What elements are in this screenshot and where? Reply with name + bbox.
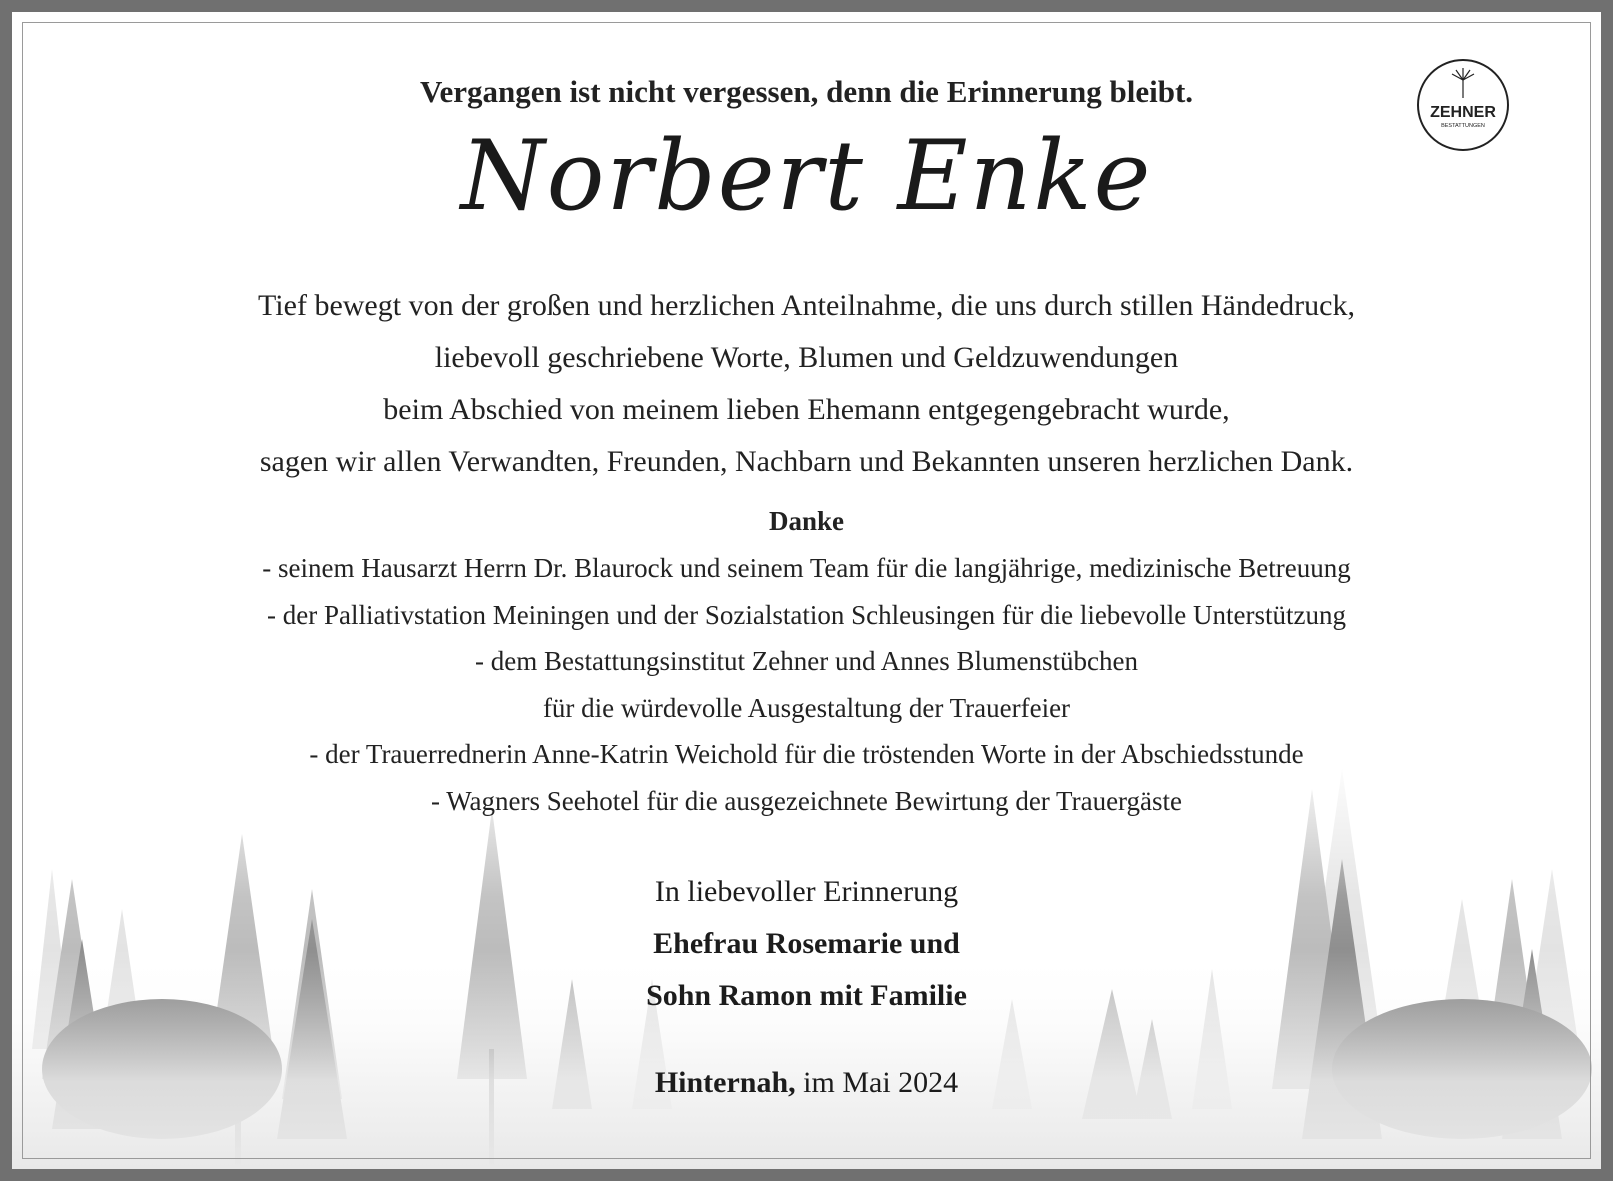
danke-item: - Wagners Seehotel für die ausgezeichnete Bewirtung der Trauergäste bbox=[430, 785, 1183, 816]
signer-line: Sohn Ramon mit Familie bbox=[646, 979, 967, 1012]
closing-intro: In liebevoller Erinnerung bbox=[654, 875, 959, 908]
danke-item: - der Palliativstation Meiningen und der Sozialstation Schleusingen für die liebevolle Unterstützung bbox=[266, 599, 1346, 630]
thanks-paragraph bbox=[92, 280, 1521, 488]
deceased-name: Norbert Enke bbox=[460, 120, 1153, 232]
place-date bbox=[12, 1066, 1601, 1100]
signer-line: Ehefrau Rosemarie und bbox=[653, 927, 960, 960]
obituary-card bbox=[12, 12, 1601, 1169]
thanks-line: liebevoll geschriebene Worte, Blumen und Geldzuwendungen bbox=[434, 341, 1179, 374]
closing-block bbox=[12, 866, 1601, 1022]
place: Hinternah, bbox=[654, 1066, 796, 1099]
logo-name: ZEHNER bbox=[1430, 104, 1496, 121]
danke-title: Danke bbox=[768, 506, 844, 536]
danke-item: - der Trauerrednerin Anne-Katrin Weichold für die tröstenden Worte in der Abschiedsstunde bbox=[309, 739, 1304, 769]
danke-item: - dem Bestattungsinstitut Zehner und Annes Blumenstübchen bbox=[475, 646, 1138, 676]
danke-list bbox=[72, 545, 1541, 824]
danke-item: für die würdevolle Ausgestaltung der Trauerfeier bbox=[542, 692, 1071, 723]
thanks-line: beim Abschied von meinem lieben Ehemann entgegengebracht wurde, bbox=[383, 393, 1230, 426]
date: im Mai 2024 bbox=[795, 1066, 959, 1099]
danke-item: - seinem Hausarzt Herrn Dr. Blaurock und seinem Team für die langjährige, medizinische Betreuung bbox=[262, 553, 1351, 583]
thanks-line: Tief bewegt von der großen und herzlichen Anteilnahme, die uns durch stillen Händedruck, bbox=[258, 289, 1355, 322]
thanks-line: sagen wir allen Verwandten, Freunden, Nachbarn und Bekannten unseren herzlichen Dank. bbox=[259, 445, 1354, 478]
logo-sub: BESTATTUNGEN bbox=[1441, 123, 1485, 129]
motto: Vergangen ist nicht vergessen, denn die Erinnerung bleibt. bbox=[419, 74, 1194, 109]
